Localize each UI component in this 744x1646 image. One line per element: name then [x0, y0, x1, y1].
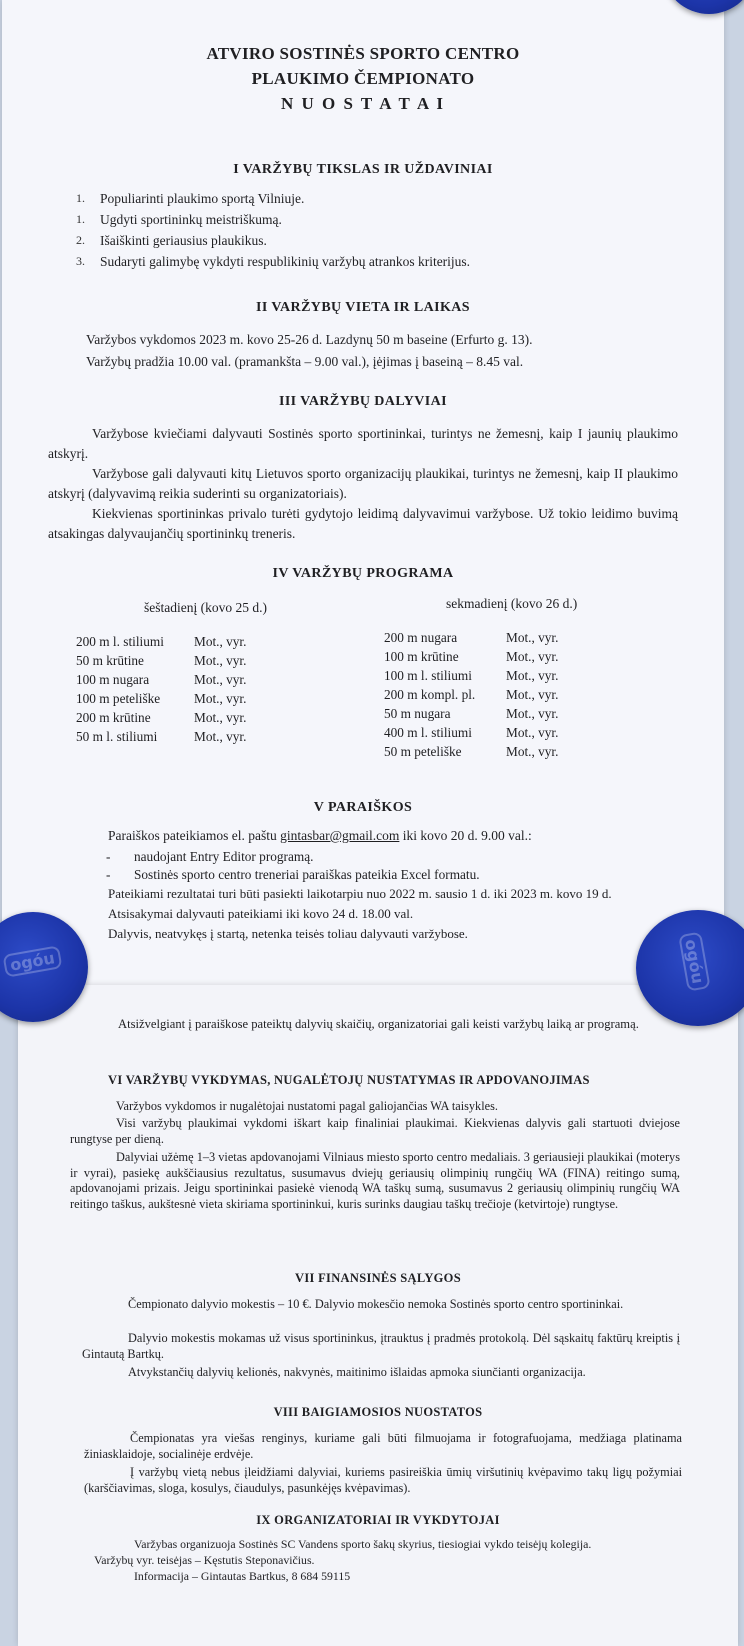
section9-paragraph1: Varžybas organizuoja Sostinės SC Vandens sporto šakų skyrius, tiesiogiai vykdo teisėjų kolegija.	[134, 1537, 592, 1551]
program-row: 50 m nugara Mot., vyr.	[384, 706, 559, 721]
doc-title-line1: ATVIRO SOSTINĖS SPORTO CENTRO	[206, 44, 520, 63]
program-row: 100 m l. stiliumi Mot., vyr.	[384, 668, 559, 683]
program-row: 100 m peteliške Mot., vyr.	[76, 691, 247, 706]
section7-paragraph1: Čempionato dalyvio mokestis – 10 €. Dalyvio mokesčio nemoka Sostinės sporto centro sportininkai.	[128, 1297, 624, 1311]
section7-paragraph3: Atvykstančių dalyvių kelionės, nakvynės, maitinimo išlaidas apmoka siunčianti organizacija.	[128, 1365, 586, 1379]
section9-paragraph3: Informacija – Gintautas Bartkus, 8 684 59115	[134, 1569, 351, 1583]
program-row: 400 m l. stiliumi Mot., vyr.	[384, 725, 559, 740]
section3-heading: III VARŽYBŲ DALYVIAI	[278, 394, 447, 409]
section9-paragraph2: Varžybų vyr. teisėjas – Kęstutis Steponavičius.	[94, 1553, 315, 1567]
applications-intro: Paraiškos pateikiamos el. paštu gintasbar@gmail.com iki kovo 20 d. 9.00 val.:	[108, 828, 532, 843]
program-row: 100 m nugara Mot., vyr.	[76, 672, 247, 687]
doc-title-line3: N U O S T A T A I	[280, 94, 446, 113]
section3-paragraph2: Varžybose gali dalyvauti kitų Lietuvos sporto organizacijų plaukikai, turintys ne žemesnį, kaip II plaukimo atskyrį (dalyvavimą reikia suderinti su organizatoriais).	[48, 466, 678, 501]
program-row: 200 m kompl. pl. Mot., vyr.	[384, 687, 559, 702]
applications-note: Atsižvelgiant į paraiškose pateiktų dalyvių skaičių, organizatoriai gali keisti varžybų laiką ar programą.	[118, 1017, 639, 1031]
page-upper-sheet	[2, 0, 724, 1000]
section7-heading: VII FINANSINĖS SĄLYGOS	[295, 1271, 461, 1285]
section6-paragraph2: Visi varžybų plaukimai vykdomi iškart kaip finaliniai plaukimai. Kiekvienas dalyvis gali startuoti dviejose rungtyse per dieną.	[70, 1116, 680, 1146]
program-row: 200 m nugara Mot., vyr.	[384, 630, 559, 645]
day1-label: šeštadienį (kovo 25 d.)	[144, 600, 267, 615]
section8-heading: VIII BAIGIAMOSIOS NUOSTATOS	[273, 1405, 483, 1419]
program-row: 200 m krūtine Mot., vyr.	[76, 710, 247, 725]
day1-program	[76, 632, 246, 746]
section2-line2: Varžybų pradžia 10.00 val. (pramankšta – 9.00 val.), įėjimas į baseiną – 8.45 val.	[86, 354, 524, 369]
program-row: 100 m krūtine Mot., vyr.	[384, 649, 559, 664]
goals-list	[76, 188, 676, 272]
section2-line1: Varžybos vykdomos 2023 m. kovo 25-26 d. Lazdynų 50 m baseine (Erfurto g. 13).	[86, 332, 533, 347]
section8-paragraph1: Čempionatas yra viešas renginys, kuriame gali būti filmuojama ir fotografuojama, medžiaga platinama žiniasklaidoje, socialinėje erdvėje.	[84, 1431, 682, 1461]
section8-paragraph2: Į varžybų vietą nebus įleidžiami dalyviai, kuriems pasireiškia ūmių viršutinių kvėpavimo takų ligų požymiai (karščiavimas, sloga, kosulys, čiaudulys, pasunkėjęs kvėpavimas).	[84, 1465, 682, 1495]
email-link[interactable]: gintasbar@gmail.com	[280, 828, 400, 843]
list-item: 1. Ugdyti sportininkų meistriškumą.	[76, 212, 282, 227]
applications-bullets	[106, 848, 706, 884]
applications-line4: Dalyvis, neatvykęs į startą, netenka teisės toliau dalyvauti varžybose.	[108, 926, 468, 941]
section2-heading: II VARŽYBŲ VIETA IR LAIKAS	[256, 300, 470, 315]
section7-paragraph2: Dalyvio mokestis mokamas už visus sportininkus, įtrauktus į pradmės protokolą. Dėl sąskaitų faktūrų kreiptis į Gintautą Bartkų.	[82, 1331, 680, 1361]
list-item: 2. Išaiškinti geriausius plaukikus.	[76, 233, 267, 248]
section3-paragraph3: Kiekvienas sportininkas privalo turėti gydytojo leidimą dalyvavimui varžybose. Už tokio leidimo buvimą atsakingas dalyvaujančių sportininkų treneris.	[48, 506, 678, 541]
section1-heading: I VARŽYBŲ TIKSLAS IR UŽDAVINIAI	[233, 162, 493, 177]
section6-paragraph3: Dalyviai užėmę 1–3 vietas apdovanojami Vilniaus miesto sporto centro medaliais. 3 geriausieji plaukikai (moterys ir vyrai), pasiekę aukščiausius rezultatus, susumavus dviejų geriausių olimpinių rungčių WA (FINA) reitingo sumą, apdovanojami prizais. Jeigu sportininkai pasiekė vienodą WA taškų sumą, susumavus 2 geriausių olimpinių rungčių WA reitingo taškus, aukštesnė vieta skiriama sportininkui, kuris surinks daugiau taškų trečioje (ketvirtoje) rungtyse.	[70, 1150, 680, 1211]
magnet-logo-icon: ogóu	[2, 945, 62, 978]
day2-program	[384, 628, 558, 761]
magnet-logo-icon: ogóu	[678, 932, 711, 992]
program-row: 50 m l. stiliumi Mot., vyr.	[76, 729, 247, 744]
section5-heading: V PARAIŠKOS	[313, 800, 413, 815]
section4-heading: IV VARŽYBŲ PROGRAMA	[272, 566, 454, 581]
program-row: 200 m l. stiliumi Mot., vyr.	[76, 634, 247, 649]
list-item: - naudojant Entry Editor programą.	[106, 849, 314, 864]
program-row: 50 m peteliške Mot., vyr.	[384, 744, 559, 759]
section6-heading: VI VARŽYBŲ VYKDYMAS, NUGALĖTOJŲ NUSTATYMAS IR APDOVANOJIMAS	[108, 1073, 590, 1087]
section6-paragraph1: Varžybos vykdomos ir nugalėtojai nustatomi pagal galiojančias WA taisykles.	[116, 1099, 498, 1113]
page-lower-sheet	[18, 985, 738, 1646]
section3-paragraph1: Varžybose kviečiami dalyvauti Sostinės sporto sportininkai, turintys ne žemesnį, kaip I jaunių plaukimo atskyrį.	[48, 426, 678, 461]
doc-title-line2: PLAUKIMO ČEMPIONATO	[251, 69, 475, 88]
list-item: - Sostinės sporto centro treneriai paraiškas pateikia Excel formatu.	[106, 867, 480, 882]
applications-line3: Atsisakymai dalyvauti pateikiami iki kovo 24 d. 18.00 val.	[108, 906, 414, 921]
program-row: 50 m krūtine Mot., vyr.	[76, 653, 247, 668]
list-item: 3. Sudaryti galimybę vykdyti respublikinių varžybų atrankos kriterijus.	[76, 254, 471, 269]
applications-line2: Pateikiami rezultatai turi būti pasiekti laikotarpiu nuo 2022 m. sausio 1 d. iki 2023 m. kovo 19 d.	[108, 886, 612, 901]
list-item: 1. Populiarinti plaukimo sportą Vilniuje.	[76, 191, 305, 206]
section9-heading: IX ORGANIZATORIAI IR VYKDYTOJAI	[256, 1513, 500, 1527]
day2-label: sekmadienį (kovo 26 d.)	[446, 596, 578, 611]
